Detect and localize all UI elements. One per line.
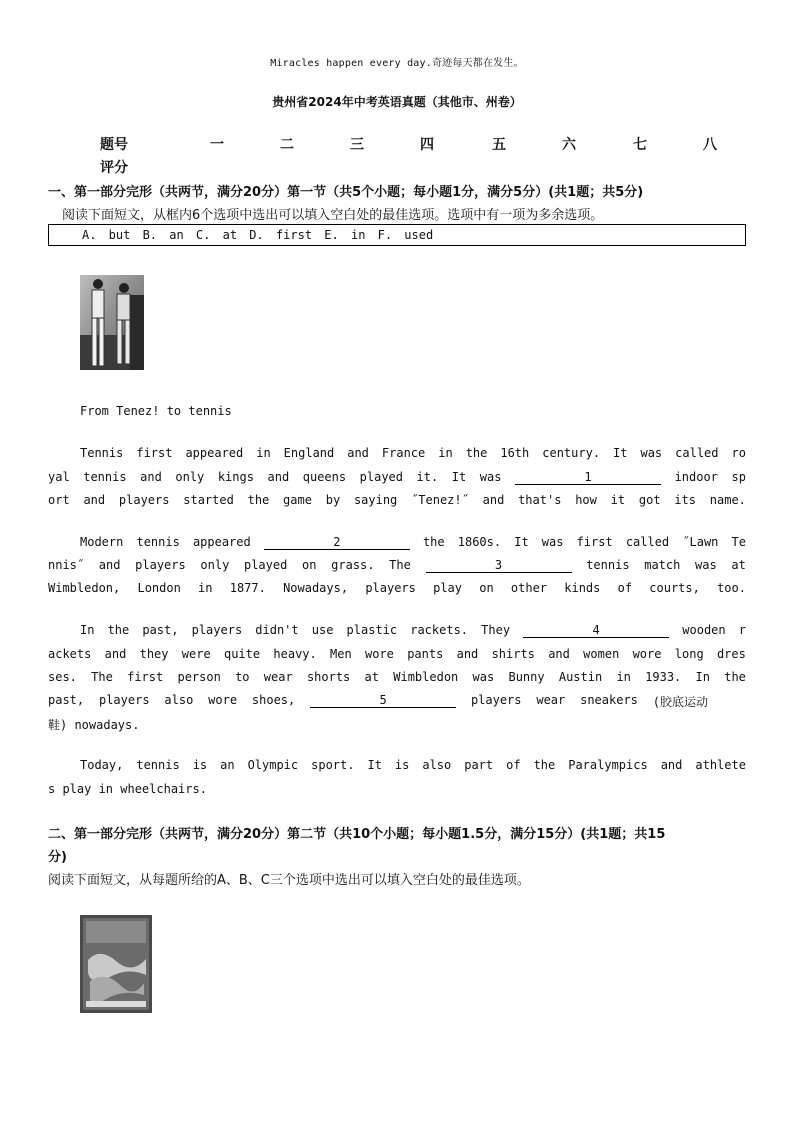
passage-word: It xyxy=(514,535,529,549)
passage-word: It xyxy=(613,446,628,460)
passage-word: it xyxy=(610,493,626,507)
passage-word: Tennis xyxy=(80,446,124,460)
passage-word: players xyxy=(470,693,522,707)
passage-word: tennis xyxy=(136,758,180,772)
passage-word: past, xyxy=(48,693,85,707)
passage-word: tennis xyxy=(136,535,180,549)
passage-word: women xyxy=(583,647,620,661)
passage-word: century. xyxy=(542,446,601,460)
passage-word: and xyxy=(83,493,106,507)
passage-word: that's xyxy=(518,493,562,507)
passage-word: (胶底运动 xyxy=(652,695,708,709)
passage-word: was xyxy=(695,558,717,572)
passage-word: wore xyxy=(365,647,394,661)
passage-title: From Tenez! to tennis xyxy=(80,404,232,418)
passage-word: part xyxy=(464,758,494,772)
passage-word: wore xyxy=(632,647,662,661)
passage-word: in xyxy=(438,446,453,460)
options-list: A. but B. an C. at D. first E. in F. used xyxy=(82,228,434,242)
passage-word: shirts xyxy=(491,647,535,661)
passage-line xyxy=(48,670,746,693)
passage-word: was xyxy=(479,470,502,484)
passage-word: and xyxy=(456,647,479,661)
passage-word: shoes, xyxy=(251,693,296,707)
passage-word: got xyxy=(638,493,661,507)
score-col-3: 三 xyxy=(350,137,364,153)
passage-word: the xyxy=(724,670,746,684)
passage-word: ˝Lawn xyxy=(682,535,719,549)
passage-word: Wimbledon xyxy=(393,670,459,684)
passage-word: athlete xyxy=(695,758,746,772)
passage-line xyxy=(80,446,746,469)
passage-word: Paralympics xyxy=(568,758,648,772)
passage-word: the xyxy=(422,535,445,549)
passage-word: was xyxy=(541,535,564,549)
score-col-6: 六 xyxy=(562,137,576,153)
passage-word: played xyxy=(359,470,403,484)
passage-word: in xyxy=(616,670,631,684)
passage-word: and xyxy=(347,446,369,460)
passage-word: grass. xyxy=(331,558,375,572)
passage-word: the xyxy=(533,758,556,772)
passage-word: to xyxy=(235,670,250,684)
score-col-8: 八 xyxy=(703,137,717,153)
passage-word: they xyxy=(139,647,169,661)
passage-word: at xyxy=(364,670,379,684)
passage-word: called xyxy=(675,446,719,460)
passage-word: by xyxy=(325,493,341,507)
passage-word: only xyxy=(175,470,205,484)
passage-word: only xyxy=(200,558,230,572)
passage-word: an xyxy=(220,758,235,772)
passage-word: the xyxy=(107,623,130,637)
passage-word: how xyxy=(575,493,597,507)
passage-word: started xyxy=(183,493,234,507)
passage-word: 1933. xyxy=(645,670,682,684)
passage-line xyxy=(48,470,746,493)
passage-word: person xyxy=(177,670,221,684)
passage-word: ro xyxy=(731,446,746,460)
passage-word: plastic xyxy=(346,623,398,637)
passage-word: and xyxy=(482,493,505,507)
section1-heading: 一、第一部分完形（共两节，满分20分）第一节（共5个小题；每小题1分，满分5分）(共1题；共5分) xyxy=(48,185,644,200)
passage-word: players xyxy=(135,558,186,572)
section2-heading-cont: 分) xyxy=(48,850,67,865)
passage-word: first xyxy=(127,670,164,684)
passage-line xyxy=(48,558,746,581)
passage-word: first xyxy=(576,535,613,549)
passage-word: yal xyxy=(48,470,70,484)
section2-heading: 二、第一部分完形（共两节，满分20分）第二节（共10个小题；每小题1.5分，满分15分）(共1题；共15 xyxy=(48,827,666,842)
passage-word: kinds xyxy=(564,581,601,595)
passage-word: and xyxy=(98,558,121,572)
passage-word: Wimbledon, xyxy=(48,581,121,595)
passage-word: of xyxy=(506,758,521,772)
score-col-2: 二 xyxy=(280,137,294,153)
answer-blank-1[interactable]: 1 xyxy=(515,470,661,485)
passage-word: London xyxy=(137,581,181,595)
passage-word: is xyxy=(394,758,410,772)
passage-word: played xyxy=(243,558,288,572)
exam-title: 贵州省2024年中考英语真题（其他市、州卷） xyxy=(272,95,522,109)
passage-word: Modern xyxy=(80,535,124,549)
passage-word: appeared xyxy=(192,535,251,549)
answer-blank-3[interactable]: 3 xyxy=(426,558,572,573)
passage-word: kings xyxy=(217,470,254,484)
passage-word: tennis xyxy=(83,470,127,484)
passage-word: shorts xyxy=(306,670,351,684)
passage-word: 1860s. xyxy=(457,535,502,549)
passage-word: also xyxy=(164,693,194,707)
passage-word: and xyxy=(104,647,127,661)
score-col-4: 四 xyxy=(420,137,434,153)
passage-word: players xyxy=(118,493,170,507)
passage-word: In xyxy=(80,623,95,637)
passage-word: wooden xyxy=(682,623,726,637)
answer-blank-4[interactable]: 4 xyxy=(523,623,669,638)
tennis-players-photo-icon xyxy=(80,275,144,370)
passage-word: wore xyxy=(208,693,238,707)
passage-word: and xyxy=(140,470,162,484)
passage-word: Austin xyxy=(558,670,603,684)
passage-word: in xyxy=(198,581,213,595)
passage-word: first xyxy=(136,446,173,460)
passage-word: nnis˝ xyxy=(48,558,85,572)
passage-word: sneakers xyxy=(580,693,638,707)
passage-word: sport. xyxy=(311,758,355,772)
passage-word: indoor xyxy=(674,470,718,484)
passage-word: It xyxy=(367,758,382,772)
passage-word: game xyxy=(283,493,312,507)
passage-word: also xyxy=(422,758,452,772)
score-col-7: 七 xyxy=(633,137,647,153)
passage-word: wear xyxy=(263,670,293,684)
score-label-score: 评分 xyxy=(100,160,128,176)
passage-word: heavy. xyxy=(273,647,317,661)
passage-word: its xyxy=(674,493,697,507)
passage-word: Men xyxy=(330,647,352,661)
passage-word: past, xyxy=(142,623,179,637)
passage-word: tennis xyxy=(586,558,630,572)
passage-word: courts, xyxy=(649,581,700,595)
page-motto: Miracles happen every day.奇迹每天都在发生。 xyxy=(270,58,524,69)
passage-word: is xyxy=(192,758,208,772)
passage-word: and xyxy=(660,758,683,772)
passage-word: use xyxy=(311,623,334,637)
passage-word: Bunny xyxy=(508,670,545,684)
passage-word: ackets xyxy=(48,647,92,661)
passage-word: France xyxy=(381,446,426,460)
passage-line: 鞋) nowadays. xyxy=(48,718,140,732)
passage-word: wear xyxy=(536,693,566,707)
book-cover-photo-icon xyxy=(80,915,152,1013)
passage-word: other xyxy=(510,581,548,595)
passage-word: of xyxy=(617,581,633,595)
passage-word: appeared xyxy=(185,446,244,460)
passage-word: too. xyxy=(717,581,746,595)
passage-word: it. xyxy=(416,470,439,484)
passage-word: ˝Tenez!˝ xyxy=(411,493,469,507)
passage-line xyxy=(48,493,746,516)
passage-word: play xyxy=(433,581,463,595)
passage-word: players xyxy=(191,623,243,637)
passage-word: Nowadays, xyxy=(283,581,349,595)
passage-line xyxy=(48,581,746,604)
passage-line xyxy=(80,758,746,781)
passage-word: queens xyxy=(302,470,347,484)
score-col-1: 一 xyxy=(210,137,224,153)
passage-line xyxy=(80,535,746,558)
passage-word: dres xyxy=(716,647,746,661)
passage-word: name. xyxy=(709,493,746,507)
passage-word: the xyxy=(465,446,488,460)
passage-word: sp xyxy=(731,470,746,484)
section1-instruction: 阅读下面短文，从框内6个选项中选出可以填入空白处的最佳选项。选项中有一项为多余选项。 xyxy=(62,208,604,223)
answer-blank-5[interactable]: 5 xyxy=(310,693,456,708)
passage-word: and xyxy=(548,647,570,661)
passage-word: The xyxy=(389,558,411,572)
answer-blank-2[interactable]: 2 xyxy=(264,535,410,550)
passage-word: r xyxy=(738,623,746,637)
passage-word: and xyxy=(267,470,290,484)
passage-word: was xyxy=(472,670,495,684)
passage-word: players xyxy=(98,693,150,707)
passage-line xyxy=(48,647,746,670)
passage-word: called xyxy=(625,535,670,549)
passage-word: Olympic xyxy=(247,758,299,772)
passage-word: in xyxy=(256,446,271,460)
score-table-header xyxy=(100,134,740,156)
passage-word: saying xyxy=(353,493,398,507)
score-label-number: 题号 xyxy=(100,137,128,153)
passage-word: on xyxy=(479,581,494,595)
passage-line xyxy=(48,693,708,716)
passage-word: on xyxy=(302,558,317,572)
passage-word: quite xyxy=(223,647,261,661)
passage-line xyxy=(80,623,746,646)
passage-word: It xyxy=(451,470,467,484)
passage-word: players xyxy=(365,581,416,595)
passage-word: long xyxy=(674,647,704,661)
passage-word: was xyxy=(640,446,663,460)
passage-word: were xyxy=(181,647,211,661)
options-box xyxy=(48,224,746,246)
passage-word: In xyxy=(695,670,710,684)
passage-word: Today, xyxy=(80,758,124,772)
passage-word: 16th xyxy=(500,446,530,460)
passage-word: They xyxy=(481,623,511,637)
score-col-5: 五 xyxy=(492,137,506,153)
passage-word: The xyxy=(91,670,113,684)
passage-word: at xyxy=(731,558,746,572)
passage-word: rackets. xyxy=(410,623,469,637)
passage-word: 1877. xyxy=(229,581,266,595)
passage-word: pants xyxy=(407,647,444,661)
passage-word: Te xyxy=(731,535,746,549)
passage-word: ort xyxy=(48,493,70,507)
passage-word: England xyxy=(283,446,335,460)
passage-word: match xyxy=(644,558,681,572)
section2-instruction: 阅读下面短文，从每题所给的A、B、C三个选项中选出可以填入空白处的最佳选项。 xyxy=(48,873,530,888)
passage-line: s play in wheelchairs. xyxy=(48,782,207,796)
passage-word: ses. xyxy=(48,670,77,684)
passage-word: didn't xyxy=(255,623,299,637)
passage-word: the xyxy=(247,493,270,507)
